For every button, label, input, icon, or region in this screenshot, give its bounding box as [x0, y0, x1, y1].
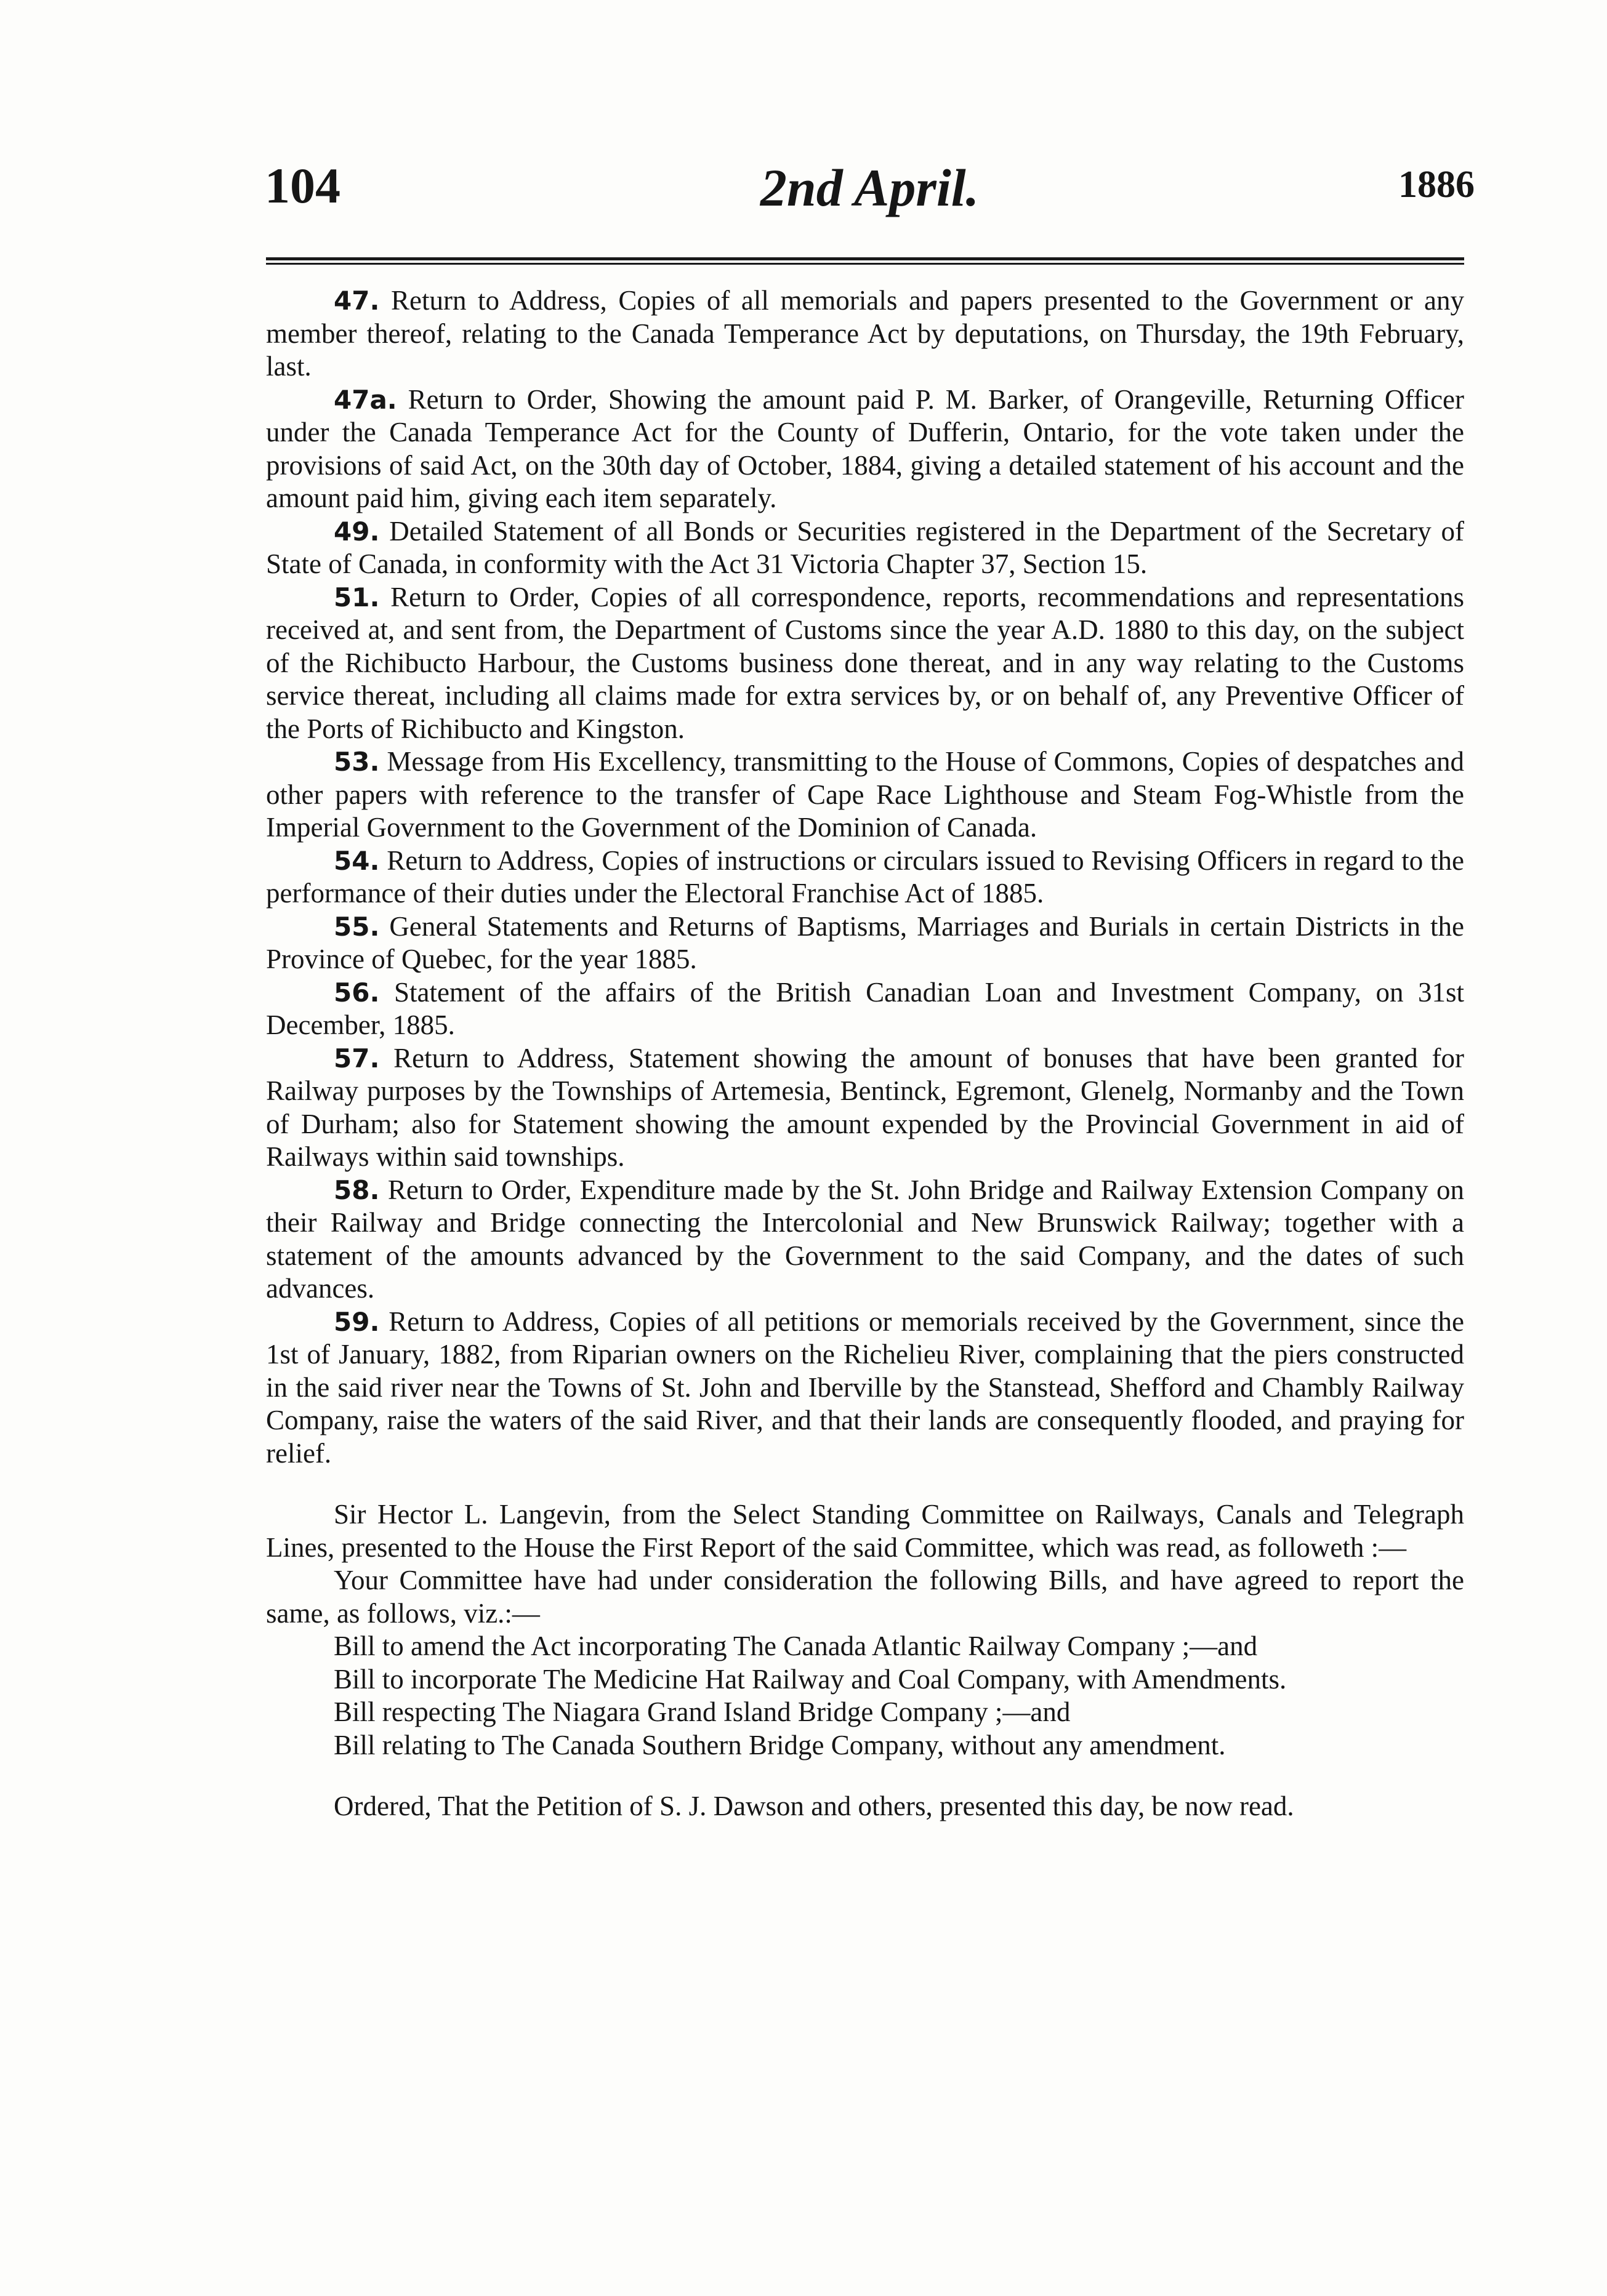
bill-item: Bill to amend the Act incorporating The Canada Atlantic Railway Company ;—and [334, 1631, 1258, 1661]
header-rule [266, 257, 1464, 265]
return-text: Return to Order, Expenditure made by the St. John Bridge and Railway Extension Company on their Railway and Bridge connecting the Intercolonial and New Brunswick Railway; together with a statement of the amounts advanced by the Government to the said Company, and the dates of such advances. [266, 1174, 1465, 1304]
return-item [266, 1306, 1464, 1471]
return-item [266, 515, 1464, 581]
return-item [266, 1042, 1464, 1174]
return-text: Return to Address, Copies of instructions or circulars issued to Revising Officers in regard to the performance of their duties under the Electoral Franchise Act of 1885. [266, 845, 1464, 909]
return-text: Detailed Statement of all Bonds or Securities registered in the Department of the Secretary of State of Canada, in conformity with the Act 31 Victoria Chapter 37, Section 15. [266, 515, 1464, 579]
return-number: 59. [334, 1306, 380, 1337]
return-text: Statement of the affairs of the British Canadian Loan and Investment Company, on 31st December, 1885. [266, 976, 1464, 1040]
return-item [266, 383, 1464, 515]
order-paragraph: Ordered, That the Petition of S. J. Dawson and others, presented this day, be now read. [334, 1791, 1294, 1821]
return-text: Return to Order, Showing the amount paid P. M. Barker, of Orangeville, Returning Officer under the Canada Temperance Act for the County of Dufferin, Ontario, for the vote taken under the provisions of said Act, on the 30th day of October, 1884, giving a detailed statement of his account and the amount paid him, giving each item separately. [266, 383, 1465, 513]
return-number: 56. [334, 977, 380, 1008]
return-text: Return to Order, Copies of all correspondence, reports, recommendations and representations received at, and sent from, the Department of Customs since the year A.D. 1880 to this day, on the subject of the Richibucto Harbour, the Customs business done thereat, and in any way relating to the Customs service thereat, including all claims made for extra services by, or on behalf of, any Preventive Officer of the Ports of Richibucto and Kingston. [266, 581, 1464, 744]
bill-item: Bill relating to The Canada Southern Bridge Company, without any amendment. [334, 1729, 1226, 1760]
return-number: 51. [334, 582, 380, 612]
return-item [266, 845, 1464, 910]
return-number: 47a. [334, 384, 397, 415]
return-text: Message from His Excellency, transmitting to the House of Commons, Copies of despatches and other papers with reference to the transfer of Cape Race Lighthouse and Steam Fog-Whistle from the Imperial Government to the Government of the Dominion of Canada. [266, 746, 1464, 843]
return-item [266, 284, 1464, 383]
return-item [266, 745, 1464, 845]
page-header [265, 157, 1475, 231]
committee-report: Your Committee have had under consideration the following Bills, and have agreed to report the same, as follows, viz.:— [266, 1565, 1464, 1629]
page-body [266, 284, 1464, 1823]
page-year: 1886 [1398, 164, 1475, 206]
return-text: Return to Address, Copies of all petitions or memorials received by the Government, since the 1st of January, 1882, from Riparian owners on the Richelieu River, complaining that the piers constructed in the said river near the Towns of St. John and Iberville by the Stanstead, Shefford and Chambly Railway Company, raise the waters of the said River, and that their lands are consequently flooded, and praying for relief. [266, 1306, 1465, 1469]
committee-intro: Sir Hector L. Langevin, from the Select Standing Committee on Railways, Canals and Telegraph Lines, presented to the House the First Report of the said Committee, which was read, as followeth :— [266, 1499, 1464, 1563]
return-number: 47. [334, 286, 380, 316]
return-text: Return to Address, Copies of all memorials and papers presented to the Government or any member thereof, relating to the Canada Temperance Act by deputations, on Thursday, the 19th February, last. [266, 285, 1465, 382]
return-item [266, 1174, 1464, 1306]
return-number: 55. [334, 911, 380, 942]
return-number: 57. [334, 1043, 380, 1074]
return-text: General Statements and Returns of Baptisms, Marriages and Burials in certain Districts in the Province of Quebec, for the year 1885. [266, 910, 1464, 974]
return-item [266, 976, 1464, 1042]
return-number: 49. [334, 516, 380, 547]
return-number: 58. [334, 1174, 380, 1205]
return-text: Return to Address, Statement showing the amount of bonuses that have been granted for Railway purposes by the Townships of Artemesia, Bentinck, Egremont, Glenelg, Normanby and the Town of Durham; also for Statement showing the amount expended by the Provincial Government in aid of Railways within said townships. [266, 1042, 1465, 1172]
bill-item: Bill respecting The Niagara Grand Island Bridge Company ;—and [334, 1696, 1071, 1727]
return-item [266, 581, 1464, 746]
page-date: 2nd April. [760, 158, 980, 217]
return-item [266, 910, 1464, 976]
return-number: 54. [334, 845, 380, 876]
page-number: 104 [265, 158, 340, 214]
bill-item: Bill to incorporate The Medicine Hat Railway and Coal Company, with Amendments. [334, 1663, 1287, 1695]
return-number: 53. [334, 747, 380, 777]
